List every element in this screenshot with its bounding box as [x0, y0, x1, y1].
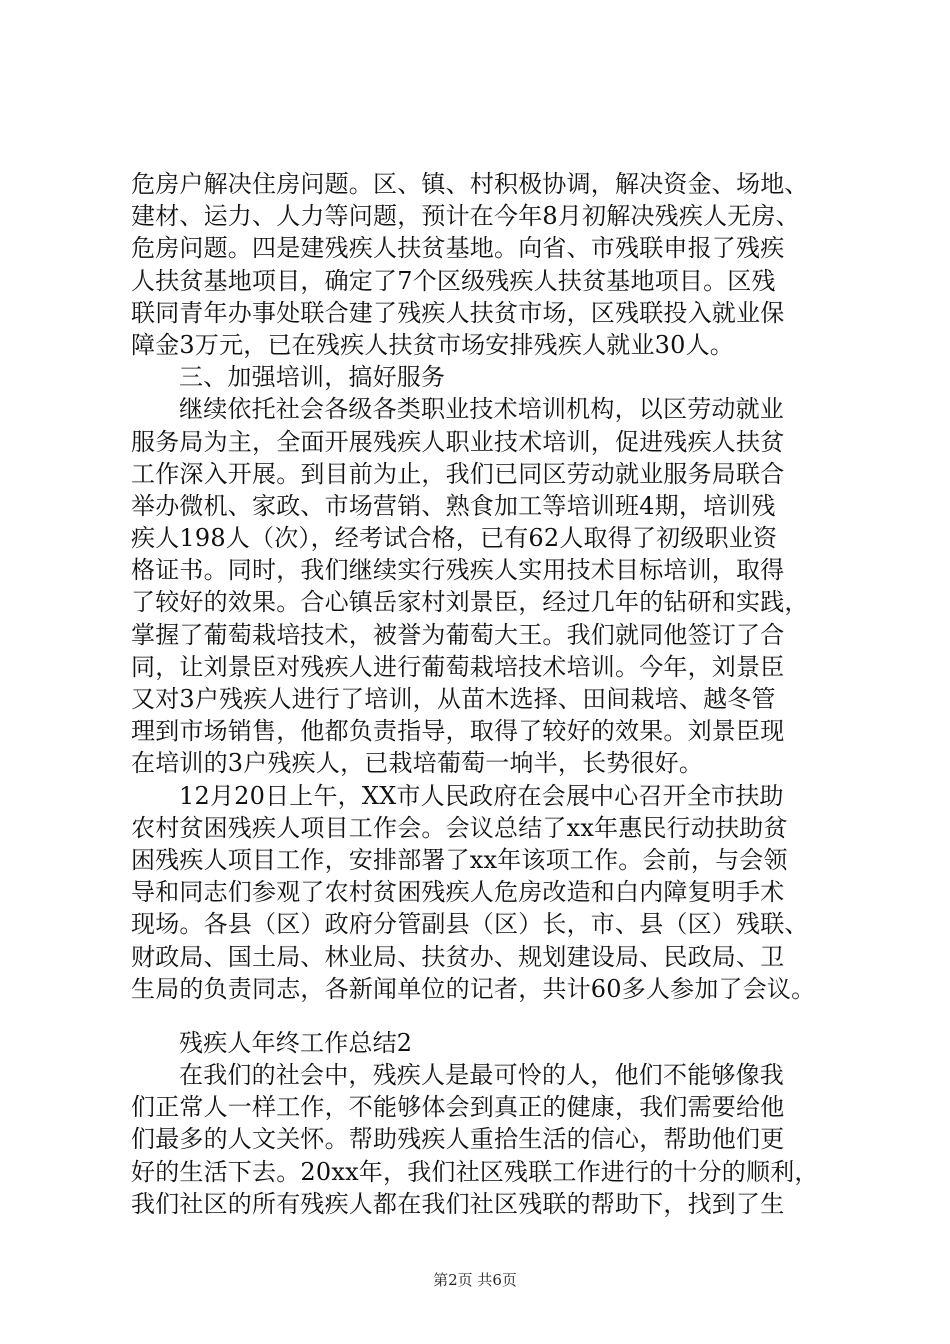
text-line: 在我们的社会中，残疾人是最可怜的人，他们不能够像我 — [179, 1061, 784, 1090]
section-gap — [131, 1005, 851, 1027]
text-line: 困残疾人项目工作，安排部署了xx年该项工作。会前，与会领 — [131, 845, 788, 874]
text-line: 我们社区的所有残疾人都在我们社区残联的帮助下，找到了生 — [131, 1189, 785, 1218]
text-line: 继续依托社会各级各类职业技术培训机构，以区劳动就业 — [179, 395, 784, 424]
text-line: 同，让刘景臣对残疾人进行葡萄栽培技术培训。今年，刘景臣 — [131, 652, 785, 681]
text-line: 障金3万元，已在残疾人扶贫市场安排残疾人就业30人。 — [131, 330, 735, 359]
text-line: 服务局为主，全面开展残疾人职业技术培训，促进残疾人扶贫 — [131, 427, 785, 456]
text-line: 人扶贫基地项目，确定了7个区级残疾人扶贫基地项目。区残 — [131, 266, 776, 295]
text-line: 举办微机、家政、市场营销、熟食加工等培训班4期，培训残 — [131, 491, 776, 520]
text-line: 们正常人一样工作，不能够体会到真正的健康，我们需要给他 — [131, 1093, 785, 1122]
text-line: 疾人198人（次），经考试合格，已有62人取得了初级职业资 — [131, 524, 778, 553]
text-line: 格证书。同时，我们继续实行残疾人实用技术目标培训，取得 — [131, 556, 785, 585]
text-block-continuation — [131, 168, 851, 361]
text-block-section-title — [131, 1027, 851, 1059]
text-block-heading — [131, 361, 851, 393]
text-line: 掌握了葡萄栽培技术，被誉为葡萄大王。我们就同他签订了合 — [131, 620, 785, 649]
text-block-paragraph — [131, 780, 851, 1005]
text-block-paragraph — [131, 1059, 851, 1220]
text-line: 农村贫困残疾人项目工作会。会议总结了xx年惠民行动扶助贫 — [131, 813, 788, 842]
text-line: 又对3户残疾人进行了培训，从苗木选择、田间栽培、越冬管 — [131, 685, 776, 713]
text-line: 三、加强培训，搞好服务 — [179, 363, 446, 392]
text-line: 导和同志们参观了农村贫困残疾人危房改造和白内障复明手术 — [131, 878, 785, 907]
text-line: 好的生活下去。20xx年，我们社区残联工作进行的十分的顺利， — [131, 1157, 819, 1186]
text-line: 在培训的3户残疾人，已栽培葡萄一垧半，长势很好。 — [131, 749, 704, 778]
text-line: 危房问题。四是建残疾人扶贫基地。向省、市残联申报了残疾 — [131, 234, 785, 263]
text-line: 危房户解决住房问题。区、镇、村积极协调，解决资金、场地、 — [131, 170, 809, 198]
text-line: 建材、运力、人力等问题，预计在今年8月初解决残疾人无房、 — [131, 202, 800, 231]
text-line: 财政局、国土局、林业局、扶贫办、规划建设局、民政局、卫 — [131, 942, 785, 971]
document-body — [131, 168, 851, 1220]
text-line: 理到市场销售，他都负责指导，取得了较好的效果。刘景臣现 — [131, 717, 785, 746]
text-line: 工作深入开展。到目前为止，我们已同区劳动就业服务局联合 — [131, 459, 785, 488]
text-line: 们最多的人文关怀。帮助残疾人重拾生活的信心，帮助他们更 — [131, 1125, 785, 1154]
text-line: 现场。各县（区）政府分管副县（区）长，市、县（区）残联、 — [131, 910, 809, 939]
text-block-paragraph — [131, 393, 851, 779]
text-line: 12月20日上午，XX市人民政府在会展中心召开全市扶助 — [179, 781, 784, 810]
text-line: 生局的负责同志，各新闻单位的记者，共计60多人参加了会议。 — [131, 974, 816, 1003]
text-line: 了较好的效果。合心镇岳家村刘景臣，经过几年的钻研和实践， — [131, 588, 809, 617]
text-line: 残疾人年终工作总结2 — [179, 1028, 413, 1057]
page-footer: 第2页 共6页 — [433, 1271, 517, 1289]
text-line: 联同青年办事处联合建了残疾人扶贫市场，区残联投入就业保 — [131, 298, 785, 327]
